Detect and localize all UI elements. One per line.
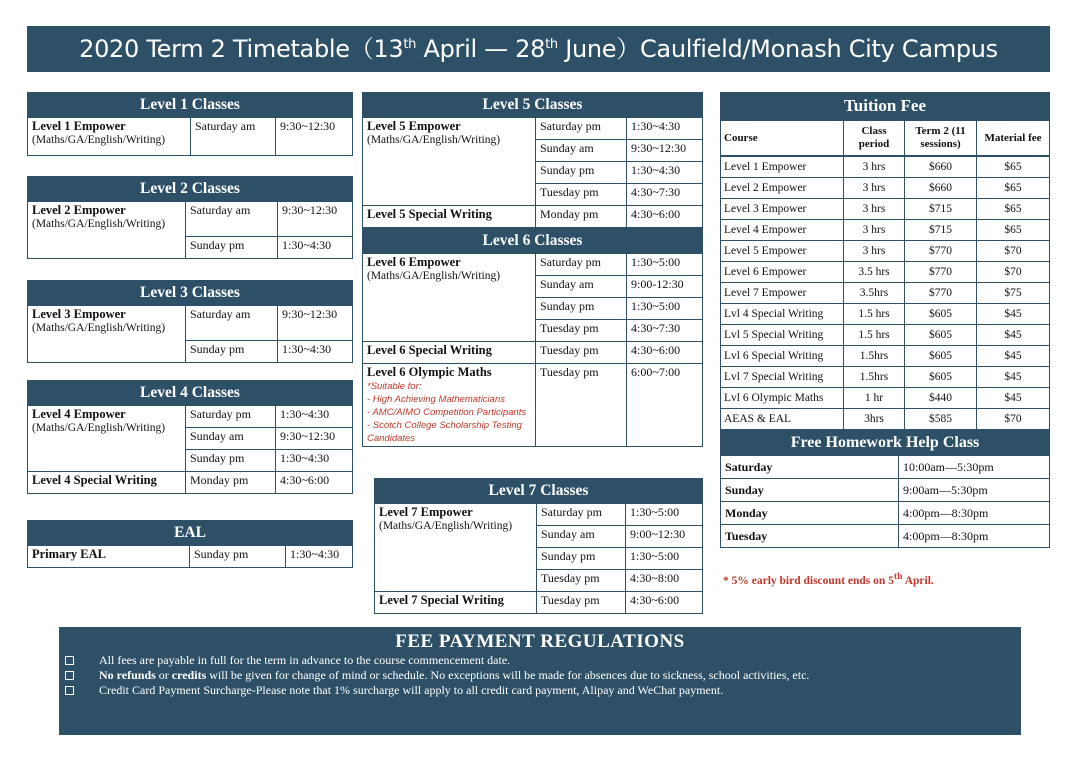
session-day: Monday pm [186,472,276,494]
fee-term: $715 [905,199,977,220]
course-subjects: (Maths/GA/English/Writing) [32,422,166,434]
course-name: Level 7 Empower [379,505,473,519]
level6-table [362,253,703,447]
fee-term: $605 [905,325,977,346]
column-header: Material fee [977,121,1050,156]
regulation-text: Credit Card Payment Surcharge-Please note that 1% surcharge will apply to all credit card payment, Alipay and WeChat payment. [99,683,724,697]
fee-term: $770 [905,283,977,304]
course-subjects: (Maths/GA/English/Writing) [379,520,513,532]
session-time: 1:30~4:30 [627,118,703,140]
olympic-note [367,380,531,445]
fee-course: Lvl 5 Special Writing [721,325,844,346]
tuition-fee-block [720,92,1050,548]
fee-period: 1 hr [844,388,905,409]
discount-sup: th [893,571,903,582]
regulations-title: FEE PAYMENT REGULATIONS [395,631,685,652]
fee-material: $65 [977,178,1050,199]
session-time: 1:30~4:30 [286,546,353,568]
discount-note [723,571,934,587]
session-time: 9:00-12:30 [627,276,703,298]
course-name: Level 4 Special Writing [32,473,157,487]
fee-course: Lvl 6 Special Writing [721,346,844,367]
course-subjects: (Maths/GA/English/Writing) [32,322,166,334]
fee-term: $585 [905,409,977,430]
fee-material: $70 [977,409,1050,430]
fee-period: 3 hrs [844,178,905,199]
fee-course: Level 4 Empower [721,220,844,241]
homework-time: 4:00pm—8:30pm [899,502,1050,525]
homework-time: 10:00am—5:30pm [899,456,1050,479]
homework-time: 9:00am—5:30pm [899,479,1050,502]
session-day: Tuesday pm [537,592,626,614]
eal-table [27,545,353,568]
fee-course: Level 3 Empower [721,199,844,220]
session-time: 1:30~4:30 [278,237,353,259]
session-day: Tuesday pm [536,320,627,342]
course-name: Level 4 Empower [32,407,126,421]
fee-row [721,367,1050,388]
fee-term: $605 [905,367,977,388]
session-time: 6:00~7:00 [627,364,703,447]
column-header: Term 2 (11 sessions) [905,121,977,156]
tuition-fee-rows [720,156,1050,430]
table-row [28,406,353,428]
session-day: Saturday pm [537,504,626,526]
course-name: Primary EAL [32,547,106,561]
course-name: Level 2 Empower [32,203,126,217]
session-day: Saturday am [186,202,278,237]
olympic-note-line: Candidates [367,433,416,444]
fee-period: 3 hrs [844,241,905,262]
session-time: 4:30~7:30 [627,184,703,206]
session-day: Sunday pm [186,450,276,472]
session-day: Saturday am [186,306,278,341]
fee-course: Lvl 6 Olympic Maths [721,388,844,409]
fee-row [721,262,1050,283]
fee-material: $70 [977,241,1050,262]
course-name: Level 7 Special Writing [379,593,504,607]
fee-material: $45 [977,304,1050,325]
table-row [363,206,703,228]
fee-term: $715 [905,220,977,241]
tuition-fee-table [720,120,1050,156]
session-time: 1:30~4:30 [627,162,703,184]
fee-term: $770 [905,241,977,262]
fee-course: Level 7 Empower [721,283,844,304]
session-time: 4:30~8:00 [626,570,703,592]
title-text: 2020 Term 2 Timetable（13 [79,35,404,63]
homework-title: Free Homework Help Class [720,430,1050,455]
level2-table [27,201,353,259]
level5-block [362,92,703,447]
table-header-row [721,121,1050,156]
session-time: 1:30~5:00 [626,548,703,570]
session-time: 4:30~6:00 [626,592,703,614]
title-text: June）Caulfield/Monash City Campus [557,35,998,63]
olympic-note-line: *Suitable for: [367,381,422,392]
fee-row [721,409,1050,430]
course-subjects: (Maths/GA/English/Writing) [367,270,501,282]
title-text: April — 28 [416,35,546,63]
course-name: Level 5 Empower [367,119,461,133]
discount-text: April. [902,574,934,587]
fee-period: 3 hrs [844,199,905,220]
fee-row [721,346,1050,367]
homework-time: 4:00pm—8:30pm [899,525,1050,548]
fee-material: $45 [977,346,1050,367]
session-time: 9:30~12:30 [276,118,353,156]
course-name: Level 6 Empower [367,255,461,269]
level1-title: Level 1 Classes [27,92,353,117]
session-day: Sunday pm [190,546,286,568]
fee-term: $660 [905,178,977,199]
level3-block [27,280,353,363]
fee-period: 3 hrs [844,157,905,178]
fee-period: 3 hrs [844,220,905,241]
fee-row [721,241,1050,262]
table-row [28,118,353,156]
session-day: Tuesday pm [537,570,626,592]
fee-row [721,220,1050,241]
regulation-item [59,653,1021,668]
fee-course: Lvl 4 Special Writing [721,304,844,325]
olympic-note-line: - AMC/AIMO Competition Participants [367,407,527,418]
fee-material: $45 [977,325,1050,346]
fee-period: 3.5hrs [844,283,905,304]
fee-course: Level 2 Empower [721,178,844,199]
olympic-note-line: - High Achieving Mathematicians [367,394,505,405]
fee-period: 1.5 hrs [844,325,905,346]
session-day: Sunday pm [537,548,626,570]
olympic-note-line: - Scotch College Scholarship Testing [367,420,522,431]
fee-material: $45 [977,367,1050,388]
checkbox-icon [65,671,74,680]
homework-row [721,479,1050,502]
level7-block [374,478,703,614]
homework-row [721,502,1050,525]
fee-course: Lvl 7 Special Writing [721,367,844,388]
fee-row [721,199,1050,220]
checkbox-icon [65,686,74,695]
course-name: Level 3 Empower [32,307,126,321]
homework-day: Tuesday [721,525,899,548]
level7-table [374,503,703,614]
level4-block [27,380,353,494]
level4-title: Level 4 Classes [27,380,353,405]
level2-title: Level 2 Classes [27,176,353,201]
session-time: 9:00~12:30 [626,526,703,548]
regulation-text: or [155,668,172,682]
session-day: Sunday pm [536,298,627,320]
course-subjects: (Maths/GA/English/Writing) [32,134,166,146]
session-day: Saturday pm [536,254,627,276]
fee-material: $75 [977,283,1050,304]
course-subjects: (Maths/GA/English/Writing) [367,134,501,146]
fee-course: Level 5 Empower [721,241,844,262]
session-time: 1:30~4:30 [276,450,353,472]
fee-term: $605 [905,346,977,367]
fee-material: $45 [977,388,1050,409]
level5-table [362,117,703,228]
fee-material: $65 [977,199,1050,220]
fee-row [721,178,1050,199]
course-name: Level 5 Special Writing [367,207,492,221]
fee-term: $440 [905,388,977,409]
level1-block [27,92,353,156]
session-day: Saturday pm [536,118,627,140]
fee-period: 1.5 hrs [844,304,905,325]
session-day: Sunday pm [186,237,278,259]
level3-table [27,305,353,363]
fee-regulations-panel [59,627,1021,735]
fee-term: $605 [905,304,977,325]
discount-text: * 5% early bird discount ends on 5 [723,574,894,587]
regulation-bold: credits [171,668,207,682]
fee-row [721,304,1050,325]
regulation-bold: No refunds [99,668,156,682]
course-name: Level 6 Olympic Maths [367,365,492,379]
session-day: Tuesday pm [536,184,627,206]
level2-block [27,176,353,259]
session-time: 1:30~5:00 [627,254,703,276]
level5-title: Level 5 Classes [362,92,703,117]
session-day: Sunday am [186,428,276,450]
title-sup: th [403,37,417,52]
fee-period: 1.5hrs [844,346,905,367]
session-time: 4:30~7:30 [627,320,703,342]
fee-material: $65 [977,220,1050,241]
session-day: Saturday pm [186,406,276,428]
session-time: 1:30~5:00 [626,504,703,526]
fee-period: 3hrs [844,409,905,430]
homework-day: Saturday [721,456,899,479]
regulation-item [59,668,1021,683]
session-time: 9:30~12:30 [276,428,353,450]
session-time: 4:30~6:00 [627,342,703,364]
session-day: Sunday pm [536,162,627,184]
fee-term: $770 [905,262,977,283]
table-row [28,546,353,568]
session-day: Tuesday pm [536,364,627,447]
level4-table [27,405,353,494]
session-day: Sunday am [536,140,627,162]
session-day: Saturday am [191,118,276,156]
homework-row [721,525,1050,548]
session-day: Tuesday pm [536,342,627,364]
tuition-fee-title: Tuition Fee [720,92,1050,120]
session-time: 9:30~12:30 [278,202,353,237]
course-name: Level 1 Empower [32,119,126,133]
column-header: Class period [844,121,905,156]
homework-day: Monday [721,502,899,525]
regulation-item [59,683,1021,698]
fee-material: $70 [977,262,1050,283]
fee-course: AEAS & EAL [721,409,844,430]
session-time: 1:30~5:00 [627,298,703,320]
session-day: Monday pm [536,206,627,228]
column-header: Course [721,121,844,156]
homework-table [720,455,1050,548]
checkbox-icon [65,656,74,665]
eal-title: EAL [27,520,353,545]
page-title [27,26,1050,72]
table-row [375,504,703,526]
fee-course: Level 1 Empower [721,157,844,178]
level1-table [27,117,353,156]
eal-block [27,520,353,568]
table-row [28,202,353,237]
table-row [363,342,703,364]
course-name: Level 6 Special Writing [367,343,492,357]
level6-title: Level 6 Classes [362,228,703,253]
fee-row [721,157,1050,178]
fee-period: 1.5hrs [844,367,905,388]
fee-period: 3.5 hrs [844,262,905,283]
table-row [363,118,703,140]
course-subjects: (Maths/GA/English/Writing) [32,218,166,230]
fee-material: $65 [977,157,1050,178]
fee-row [721,388,1050,409]
fee-term: $660 [905,157,977,178]
table-row [375,592,703,614]
homework-row [721,456,1050,479]
level7-title: Level 7 Classes [374,478,703,503]
fee-row [721,283,1050,304]
table-row [363,254,703,276]
session-time: 9:30~12:30 [627,140,703,162]
session-time: 1:30~4:30 [276,406,353,428]
session-day: Sunday pm [186,341,278,363]
title-sup: th [545,37,558,52]
regulation-text: All fees are payable in full for the term in advance to the course commencement date. [99,653,511,667]
homework-day: Sunday [721,479,899,502]
table-row [363,364,703,447]
table-row [28,306,353,341]
fee-row [721,325,1050,346]
session-time: 4:30~6:00 [276,472,353,494]
fee-course: Level 6 Empower [721,262,844,283]
session-time: 4:30~6:00 [627,206,703,228]
session-time: 1:30~4:30 [278,341,353,363]
session-day: Sunday am [536,276,627,298]
session-day: Sunday am [537,526,626,548]
session-time: 9:30~12:30 [278,306,353,341]
table-row [28,472,353,494]
level3-title: Level 3 Classes [27,280,353,305]
regulation-text: will be given for change of mind or schedule. No exceptions will be made for absences due to sickness, school activities, etc. [206,668,810,682]
